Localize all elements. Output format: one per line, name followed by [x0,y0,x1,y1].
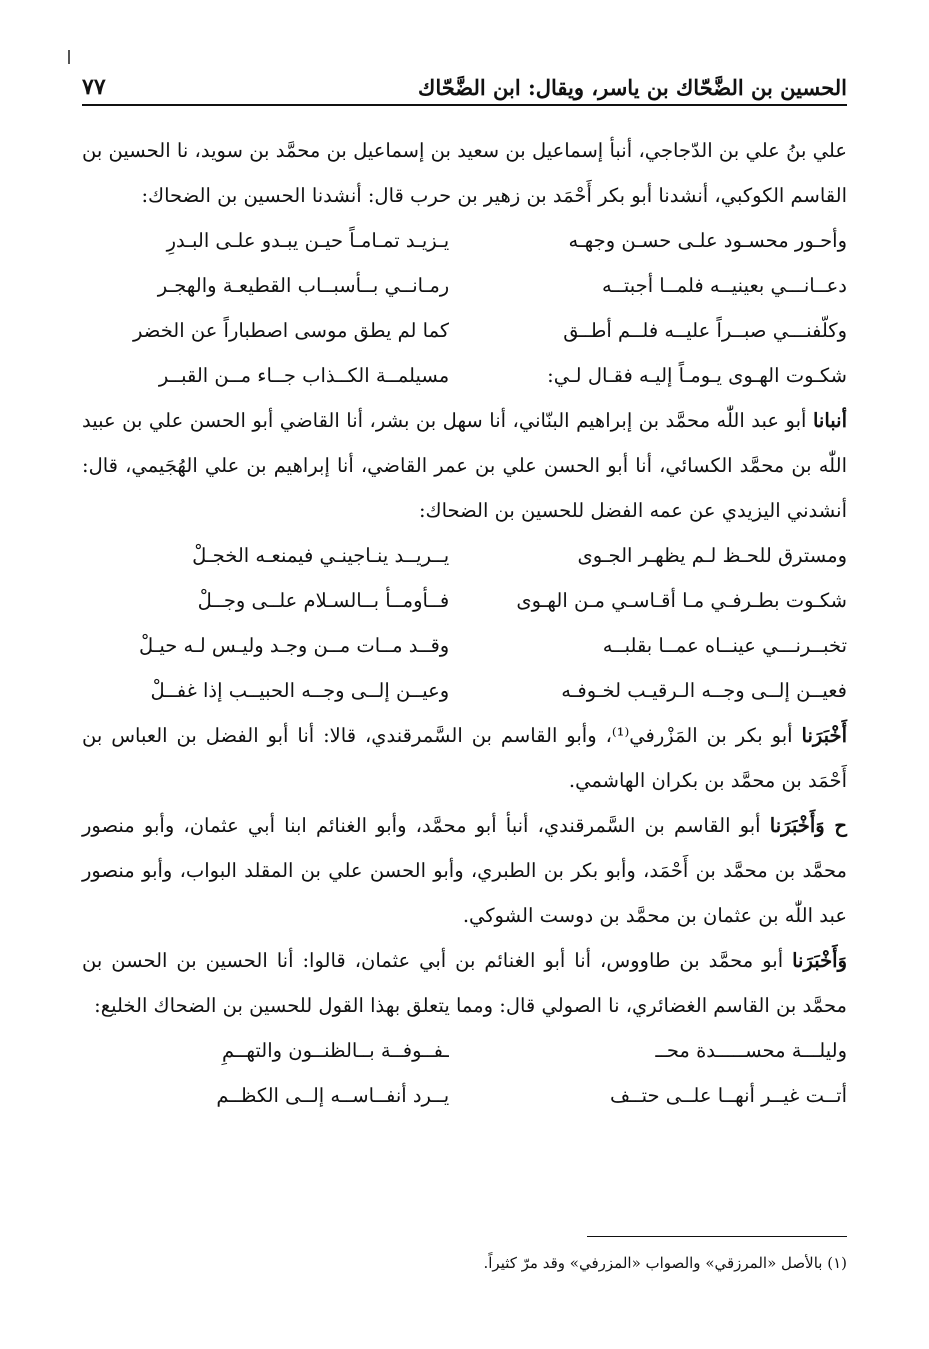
first-hemistich: ومسترق للحـظ لـم يظهـر الجـوى [577,544,847,567]
paragraph [82,713,847,803]
paragraph [82,128,847,218]
second-hemistich: وقــد مــات مــن وجـد وليـس لـه حيـلْ [138,634,450,657]
paragraph [82,803,847,938]
margin-mark [68,50,70,64]
first-hemistich: تخبــرنـــي عينــاه عمــا بقلبــه [602,634,847,657]
second-hemistich: يــريــد ينـاجينـي فيمنعـه الخجـلْ [192,544,450,567]
first-hemistich: فعيــن إلــى وجــه الـرقيـب لخـوفـه [561,679,847,702]
chain-lead-word: وَأَخْبَرَنا [792,949,847,972]
paragraph-text: أبو بكر بن المَزْرفي⁽¹⁾، وأبو القاسم بن السَّمرقندي، قالا: أنا أبو الفضل بن العباس بن أَحْمَد بن محمَّد بن بكران الهاشمي. [82,724,847,792]
second-hemistich: مسيلمــة الكــذاب جــاء مــن القبــر [158,364,450,387]
footnote-rule [587,1236,847,1237]
verse-line [82,218,847,263]
verse-line [82,1073,847,1118]
chain-lead-word: أنبانا [812,409,847,432]
running-title: الحسين بن الضَّحّاك بن ياسر، ويقال: ابن الضَّحّاك [418,75,847,100]
paragraph-text: أبو محمَّد بن طاووس، أنا أبو الغنائم بن أبي عثمان، قالوا: أنا الحسين بن الحسن بن محمَّد بن القاسم الغضائري، نا الصولي قال: ومما يتعلق بهذا القول للحسين بن الضحاك الخليع: [82,949,847,1017]
verse-line [82,668,847,713]
verse-line [82,533,847,578]
second-hemistich: فــأومــأ بــالسـلام علــى وجــلْ [197,589,450,612]
chain-lead-word: ح وَأَخْبَرَنا [769,814,847,837]
page-body [82,128,847,1118]
paragraph-text: أبو عبد اللّٰه محمَّد بن إبراهيم البنّاني، أنا سهل بن بشر، أنا القاضي أبو الحسن علي بن عبيد اللّٰه بن محمَّد الكسائي، أنا أبو الحسن علي بن عمر القاضي، أنا إبراهيم بن علي الهُجَيمي، قال: أنشدني اليزيدي عن عمه الفضل للحسين بن الضحاك: [82,409,847,522]
paragraph-text: أبو القاسم بن السَّمرقندي، أنبأ أبو محمَّد، وأبو الغنائم ابنا أبي عثمان، وأبو منصور محمَّد بن محمَّد بن أَحْمَد، وأبو بكر بن الطبري، وأبو الحسن علي بن المقلد البواب، وأبو منصور عبد اللّٰه بن عثمان بن محمَّد بن دوست الشوكي. [82,814,847,927]
paragraph [82,938,847,1028]
second-hemistich: وعيــن إلــى وجــه الحبيــب إذا غفــلْ [150,679,450,702]
verse-line [82,308,847,353]
verse-line [82,1028,847,1073]
first-hemistich: شكـوت الهـوى يـومـاً إليـه فقـال لـي: [547,364,847,387]
first-hemistich: وليلـــة محســـــدة محــ [655,1039,847,1062]
poem [82,218,847,398]
first-hemistich: دعــانـــي بعينيــه فلمــا أجبتــه [601,274,847,297]
paragraph [82,398,847,533]
poem [82,1028,847,1118]
page-number: ٧٧ [82,74,106,100]
first-hemistich: وأحـور محسـود علـى حسـن وجهـه [568,229,847,252]
second-hemistich: رمـانــي بــأسبــاب القطيعـة والهجـر [157,274,450,297]
verse-line [82,263,847,308]
verse-line [82,578,847,623]
verse-line [82,353,847,398]
header-rule [82,104,847,106]
verse-line [82,623,847,668]
footnote [82,1250,847,1276]
first-hemistich: وكلّفنـــي صبــراً عليــه فلــم أطــق [563,319,847,342]
second-hemistich: يــرد أنفــاســه إلــى الكظــم [216,1084,450,1107]
first-hemistich: أتــت غيــر أنهــا علــى حتــف [610,1084,847,1107]
footnote-number: (١) [827,1254,847,1272]
first-hemistich: شكـوت بطـرفـي مـا أقـاسـي مـن الهـوى [516,589,847,612]
page-header [82,64,847,100]
footnote-text: بالأصل «المرزقي» والصواب «المزرفي» وقد مرّ كثيراً. [483,1254,823,1272]
second-hemistich: كما لم يطق موسى اصطباراً عن الخضر [133,319,450,342]
paragraph-text: علي بنُ علي بن الدّجاجي، أنبأ إسماعيل بن سعيد بن إسماعيل بن محمَّد بن سويد، نا الحسين بن القاسم الكوكبي، أنشدنا أبو بكر أَحْمَد بن زهير بن حرب قال: أنشدنا الحسين بن الضحاك: [82,139,847,207]
poem [82,533,847,713]
second-hemistich: ـفــوفــة بــالظنــون والتهــمِ [222,1039,450,1062]
second-hemistich: يـزيـد تمـامـاً حيـن يبـدو علـى البـدرِ [166,229,450,252]
chain-lead-word: أَخْبَرَنا [801,724,847,747]
